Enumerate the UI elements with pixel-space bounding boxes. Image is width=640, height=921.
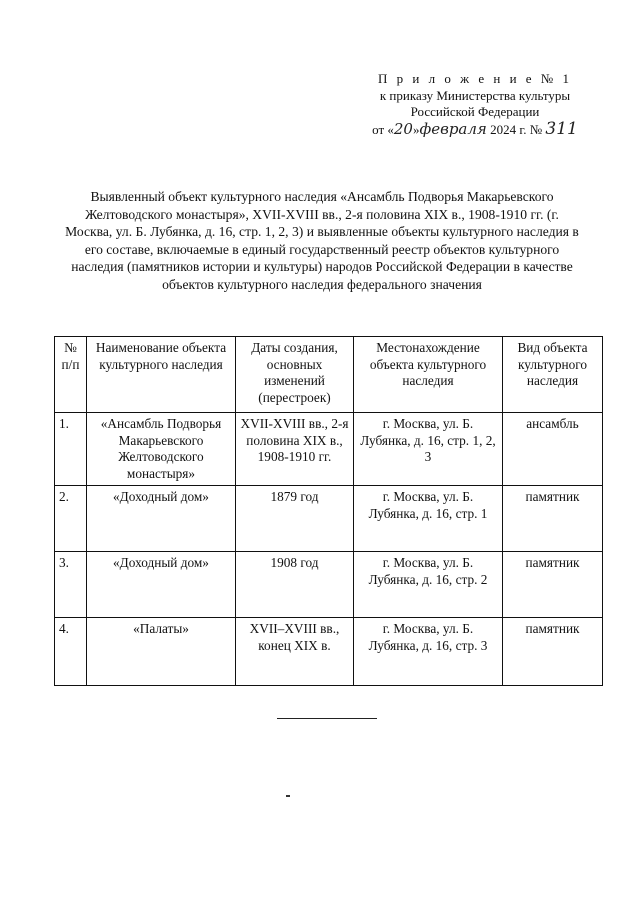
cell-dates: XVII–XVIII вв., конец XIX в. [236,618,354,686]
header-num: № п/п [55,337,87,413]
header-name: Наименование объекта культурного наследия [87,337,236,413]
appendix-line-federation: Российской Федерации [410,104,540,119]
header-location: Местонахождение объекта культурного наследия [354,337,503,413]
header-dates: Даты создания, основных изменений (перестроек) [236,337,354,413]
cell-dates: 1908 год [236,552,354,618]
appendix-title: П р и л о ж е н и е № 1 [378,71,572,86]
cell-name: «Доходный дом» [87,486,236,552]
table-header-row [55,337,603,413]
order-date-line [360,118,590,139]
cell-kind: памятник [503,618,603,686]
end-separator-line [277,718,377,719]
scan-speck [286,795,290,797]
order-year: 2024 г. № [486,121,546,137]
order-prefix: от « [372,121,394,137]
cell-num: 4. [55,618,87,686]
cell-kind: памятник [503,552,603,618]
cell-name: «Доходный дом» [87,552,236,618]
order-month-handwritten: февраля [419,119,487,138]
cell-location: г. Москва, ул. Б. Лубянка, д. 16, стр. 2 [354,552,503,618]
cell-name: «Палаты» [87,618,236,686]
cell-name: «Ансамбль Подворья Макарьевского Желтоводского монастыря» [87,413,236,486]
heritage-objects-table [54,336,603,686]
cell-dates: XVII-XVIII вв., 2-я половина XIX в., 1908-1910 гг. [236,413,354,486]
order-day-handwritten: 20 [393,119,413,138]
order-number-handwritten: 311 [545,118,578,139]
table-row [55,486,603,552]
cell-dates: 1879 год [236,486,354,552]
table-row [55,413,603,486]
cell-kind: памятник [503,486,603,552]
header-kind: Вид объекта культурного наследия [503,337,603,413]
table-row [55,618,603,686]
cell-location: г. Москва, ул. Б. Лубянка, д. 16, стр. 1, 2, 3 [354,413,503,486]
table-row [55,552,603,618]
cell-kind: ансамбль [503,413,603,486]
appendix-line-ministry: к приказу Министерства культуры [379,87,571,103]
cell-location: г. Москва, ул. Б. Лубянка, д. 16, стр. 3 [354,618,503,686]
cell-num: 1. [55,413,87,486]
appendix-block [360,71,590,138]
cell-num: 3. [55,552,87,618]
order-quote-close: » [412,121,420,137]
document-heading: Выявленный объект культурного наследия «Ансамбль Подворья Макарьевского Желтоводского монастыря», XVII-XVIII вв., 2-я половина XIX в., 1908-1910 гг. (г. Москва, ул. Б. Лубянка, д. 16, стр. 1, 2, 3) и выявленные объекты культурного наследия в его составе, включаемые в единый государственный реестр объектов культурного наследия (памятников истории и культуры) народов Российской Федерации в качестве объектов культурного наследия федерального значения [65,189,579,292]
cell-num: 2. [55,486,87,552]
cell-location: г. Москва, ул. Б. Лубянка, д. 16, стр. 1 [354,486,503,552]
